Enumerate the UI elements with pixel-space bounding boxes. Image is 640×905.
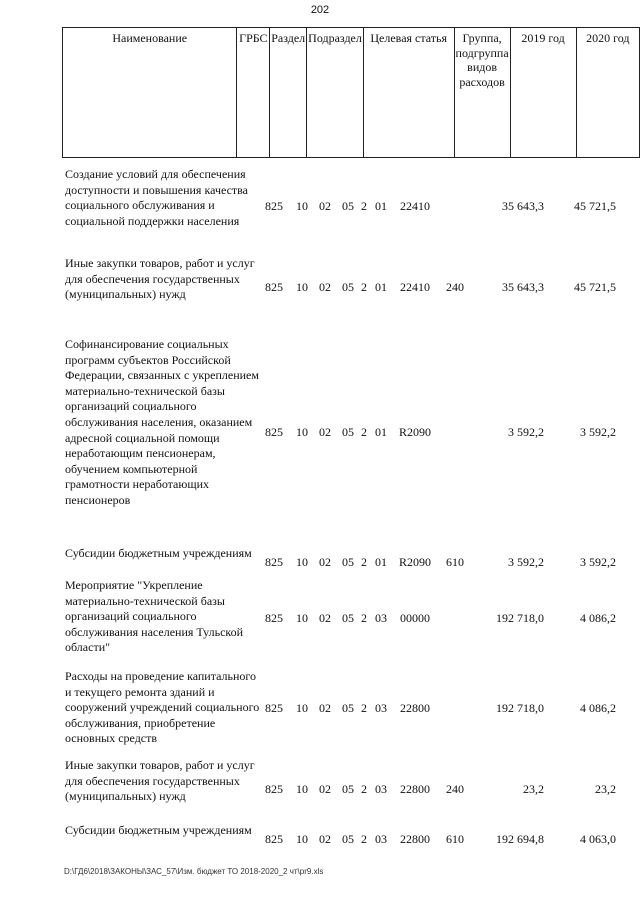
row-podrazdel: 02 [319,782,331,796]
header-grbs: ГРБС [237,28,270,158]
row-grbs: 825 [265,832,283,846]
row-target-subprogram: 2 [361,611,367,625]
header-2019: 2019 год [510,28,576,158]
row-2020: 3 592,2 [580,425,616,439]
row-2019: 192 694,8 [496,832,544,846]
row-podrazdel: 02 [319,280,331,294]
row-name: Расходы на проведение капитального и текущего ремонта зданий и сооружений учреждений социального обслуживания, приобретение основных средств [65,669,260,746]
row-target-event: 01 [375,280,387,294]
row-target-direction: 00000 [400,611,430,625]
row-target-direction: 22800 [400,782,430,796]
row-razdel: 10 [296,555,308,569]
row-target-direction: 22800 [400,832,430,846]
row-target-event: 03 [375,782,387,796]
row-target-subprogram: 2 [361,782,367,796]
header-podrazdel: Подраздел [307,28,364,158]
row-target-event: 03 [375,832,387,846]
row-2019: 35 643,3 [502,199,544,213]
row-name: Субсидии бюджетным учреждениям [65,823,252,837]
row-razdel: 10 [296,701,308,715]
row-2020: 4 063,0 [580,832,616,846]
row-podrazdel: 02 [319,611,331,625]
row-target-direction: 22410 [400,280,430,294]
row-name: Субсидии бюджетным учреждениям [65,546,252,560]
row-target-program: 05 [342,199,354,213]
row-2019: 192 718,0 [496,611,544,625]
row-target-subprogram: 2 [361,425,367,439]
row-name: Иные закупки товаров, работ и услуг для обеспечения государственных (муниципальных) нужд [65,758,255,804]
row-razdel: 10 [296,199,308,213]
row-grbs: 825 [265,782,283,796]
row-grbs: 825 [265,425,283,439]
row-name: Создание условий для обеспечения доступности и повышения качества социального обслуживания и социальной поддержки населения [65,167,249,228]
header-2020: 2020 год [576,28,639,158]
row-target-program: 05 [342,782,354,796]
row-target-direction: R2090 [398,555,431,569]
row-expense-type: 240 [446,280,464,294]
header-razdel: Раздел [270,28,307,158]
row-podrazdel: 02 [319,199,331,213]
row-razdel: 10 [296,425,308,439]
row-target-event: 03 [375,701,387,715]
row-razdel: 10 [296,611,308,625]
row-name: Софинансирование социальных программ субъектов Российской Федерации, связанных с укреплением материально-технической базы организаций социального обслуживания населения, оказанием адресной социальной помощи неработающим пенсионерам, обучением компьютерной грамотности неработающих пенсионеров [65,337,259,507]
row-2019: 3 592,2 [508,555,544,569]
row-target-event: 01 [375,425,387,439]
row-name: Мероприятие "Укрепление материально-технической базы организаций социального обслуживания населения Тульской области" [65,578,244,655]
row-expense-type: 610 [446,832,464,846]
row-target-program: 05 [342,701,354,715]
row-2020: 45 721,5 [574,280,616,294]
row-podrazdel: 02 [319,832,331,846]
row-target-subprogram: 2 [361,832,367,846]
row-target-program: 05 [342,425,354,439]
row-grbs: 825 [265,280,283,294]
row-target-direction: R2090 [398,425,431,439]
row-razdel: 10 [296,782,308,796]
row-podrazdel: 02 [319,425,331,439]
row-2020: 4 086,2 [580,701,616,715]
row-target-program: 05 [342,280,354,294]
row-target-event: 03 [375,611,387,625]
row-2019: 35 643,3 [502,280,544,294]
row-podrazdel: 02 [319,555,331,569]
row-target-subprogram: 2 [361,701,367,715]
row-razdel: 10 [296,280,308,294]
row-target-direction: 22410 [400,199,430,213]
header-group: Группа, подгруппа видов расходов [454,28,510,158]
row-target-subprogram: 2 [361,280,367,294]
header-name: Наименование [63,28,237,158]
row-2020: 45 721,5 [574,199,616,213]
row-expense-type: 610 [446,555,464,569]
row-grbs: 825 [265,555,283,569]
page-number: 202 [310,4,330,16]
row-2020: 23,2 [595,782,616,796]
header-target: Целевая статья [363,28,454,158]
row-2019: 3 592,2 [508,425,544,439]
row-target-event: 01 [375,199,387,213]
row-name: Иные закупки товаров, работ и услуг для обеспечения государственных (муниципальных) нужд [65,256,255,302]
row-grbs: 825 [265,701,283,715]
row-podrazdel: 02 [319,701,331,715]
row-expense-type: 240 [446,782,464,796]
row-2020: 3 592,2 [580,555,616,569]
row-target-program: 05 [342,832,354,846]
row-2020: 4 086,2 [580,611,616,625]
row-grbs: 825 [265,611,283,625]
file-path-footer: D:\ГД6\2018\ЗАКОНЫ\ЗАС_57\Изм. бюджет ТО 2018-2020_2 чт\pr9.xls [64,867,324,876]
row-target-event: 01 [375,555,387,569]
row-target-program: 05 [342,555,354,569]
row-target-subprogram: 2 [361,199,367,213]
row-target-program: 05 [342,611,354,625]
row-2019: 23,2 [523,782,544,796]
row-target-direction: 22800 [400,701,430,715]
row-target-subprogram: 2 [361,555,367,569]
row-grbs: 825 [265,199,283,213]
row-2019: 192 718,0 [496,701,544,715]
row-razdel: 10 [296,832,308,846]
